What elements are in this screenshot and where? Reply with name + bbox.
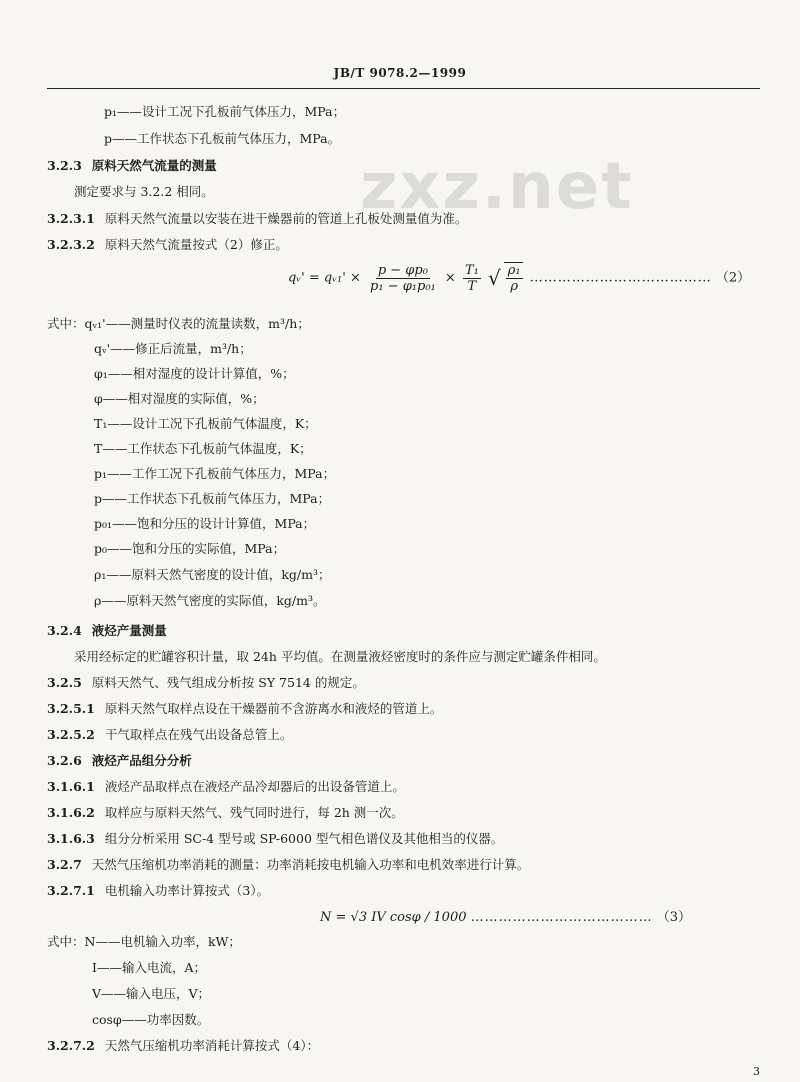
fraction-denominator: p₁ − φ₁p₀₁: [370, 278, 436, 294]
clause-text: 原料天然气、残气组成分析按 SY 7514 的规定。: [91, 675, 365, 690]
def-line: p——工作状态下孔板前气体压力，MPa。: [104, 131, 341, 146]
def-line: p₁——设计工况下孔板前气体压力，MPa；: [104, 104, 346, 119]
formula-3: [320, 906, 691, 925]
clause: [47, 857, 529, 873]
clause-number: 3.1.6.2: [47, 805, 95, 820]
clause: [47, 727, 292, 743]
clause-number: 3.2.3.2: [47, 237, 95, 252]
paragraph: 采用经标定的贮罐容积计量，取 24h 平均值。在测量液烃密度时的条件应与测定贮罐条件相同。: [74, 649, 606, 664]
clause: [47, 779, 405, 795]
clause-number: 3.2.7: [47, 857, 82, 872]
clause-text: 原料天然气流量按式（2）修正。: [104, 237, 288, 252]
fraction-density: [504, 262, 523, 294]
clause: [47, 831, 503, 847]
clause: [47, 211, 467, 227]
def-line: p₁——工作工况下孔板前气体压力，MPa；: [94, 466, 336, 481]
section-heading: [47, 623, 167, 639]
section-number: 3.2.6: [47, 753, 82, 768]
leader-dots: …………………………………: [529, 270, 712, 286]
clause-number: 3.2.5: [47, 675, 82, 690]
clause: [47, 1038, 319, 1054]
where-line: [47, 316, 310, 332]
clause-text: 液烃产品取样点在液烃产品冷却器后的出设备管道上。: [104, 779, 405, 794]
def-line: p——工作状态下孔板前气体压力，MPa；: [94, 491, 331, 506]
formula-2: qᵥ' = qᵥ₁' × $\frac{\text{p − φp₀}}{\text{p₁ − φ₁p₀₁}}$ × $\frac{\text{T₁}}{T}$ √ $\frac{\text{ρ₁}}{\rho}$ ………………………………… （2）: [288, 262, 751, 294]
clause-number: 3.2.5.2: [47, 727, 95, 742]
watermark: zxz.net: [360, 150, 634, 224]
clause-text: 组分分析采用 SC-4 型号或 SP-6000 型气相色谱仪及其他相当的仪器。: [104, 831, 504, 846]
square-root: [488, 262, 526, 294]
section-number: 3.2.4: [47, 623, 82, 638]
sqrt-sign: √: [487, 266, 501, 290]
clause-number: 3.2.7.1: [47, 883, 95, 898]
def-line: cosφ——功率因数。: [92, 1012, 210, 1027]
def-line: I——输入电流，A；: [92, 960, 206, 975]
def-line: qᵥ'——修正后流量，m³/h；: [94, 341, 252, 356]
formula-label: （2）: [715, 270, 751, 286]
formula-label: （3）: [656, 910, 692, 925]
clause-number: 3.1.6.1: [47, 779, 95, 794]
paragraph: 测定要求与 3.2.2 相同。: [74, 184, 214, 199]
def-line: V——输入电压，V；: [92, 986, 211, 1001]
page-number: 3: [753, 1065, 760, 1078]
section-title: 液烃产品组分分析: [91, 753, 192, 768]
clause: [47, 701, 442, 717]
clause: [47, 675, 365, 691]
fraction-numerator: T₁: [464, 262, 479, 278]
def-line: φ——相对湿度的实际值，%；: [94, 391, 265, 406]
def-line: φ₁——相对湿度的设计计算值，%；: [94, 366, 295, 381]
def-line: qᵥ₁'——测量时仪表的流量读数，m³/h；: [84, 316, 310, 331]
def-line: p₀₁——饱和分压的设计计算值，MPa；: [94, 516, 316, 531]
clause-text: 天然气压缩机功率消耗计算按式（4）：: [104, 1038, 320, 1053]
section-heading: [47, 753, 192, 769]
where-prefix: 式中：: [47, 934, 85, 949]
header-rule: [47, 88, 760, 89]
section-heading: [47, 158, 217, 174]
fraction-denominator: T: [467, 278, 477, 294]
leader-dots: …………………………………: [470, 910, 653, 925]
document-header: JB/T 9078.2—1999: [333, 66, 467, 80]
clause-text: 取样应与原料天然气、残气同时进行，每 2h 测一次。: [104, 805, 404, 820]
clause: [47, 237, 288, 253]
where-line: [47, 934, 241, 950]
def-line: ρ——原料天然气密度的实际值，kg/m³。: [94, 593, 326, 608]
section-title: 原料天然气流量的测量: [91, 158, 217, 173]
fraction-pressure: [368, 263, 438, 294]
clause-number: 3.2.7.2: [47, 1038, 95, 1053]
clause-number: 3.1.6.3: [47, 831, 95, 846]
formula-lhs: qᵥ' = qᵥ₁' ×: [288, 270, 361, 286]
formula-expression: N = √3 IV cosφ / 1000: [320, 910, 467, 925]
fraction-denominator: ρ: [510, 279, 518, 294]
clause-number: 3.2.3.1: [47, 211, 95, 226]
def-line: N——电机输入功率，kW；: [84, 934, 241, 949]
where-prefix: 式中：: [47, 316, 85, 331]
fraction-numerator: p − φp₀: [377, 262, 428, 278]
def-line: ρ₁——原料天然气密度的设计值，kg/m³；: [94, 567, 331, 582]
def-line: p₀——饱和分压的实际值，MPa；: [94, 541, 286, 556]
section-title: 液烃产量测量: [91, 623, 167, 638]
clause-text: 原料天然气流量以安装在进干燥器前的管道上孔板处测量值为准。: [104, 211, 468, 226]
clause-text: 原料天然气取样点设在干燥器前不含游离水和液烃的管道上。: [104, 701, 443, 716]
def-line: T——工作状态下孔板前气体温度，K；: [94, 441, 312, 456]
clause-text: 天然气压缩机功率消耗的测量：功率消耗按电机输入功率和电机效率进行计算。: [91, 857, 530, 872]
fraction-numerator: ρ₁: [507, 263, 521, 278]
clause-number: 3.2.5.1: [47, 701, 95, 716]
fraction-temperature: [463, 263, 481, 294]
clause: [47, 805, 404, 821]
clause: [47, 883, 269, 899]
clause-text: 干气取样点在残气出设备总管上。: [104, 727, 293, 742]
clause-text: 电机输入功率计算按式（3）。: [104, 883, 270, 898]
def-line: T₁——设计工况下孔板前气体温度，K；: [94, 416, 317, 431]
section-number: 3.2.3: [47, 158, 82, 173]
